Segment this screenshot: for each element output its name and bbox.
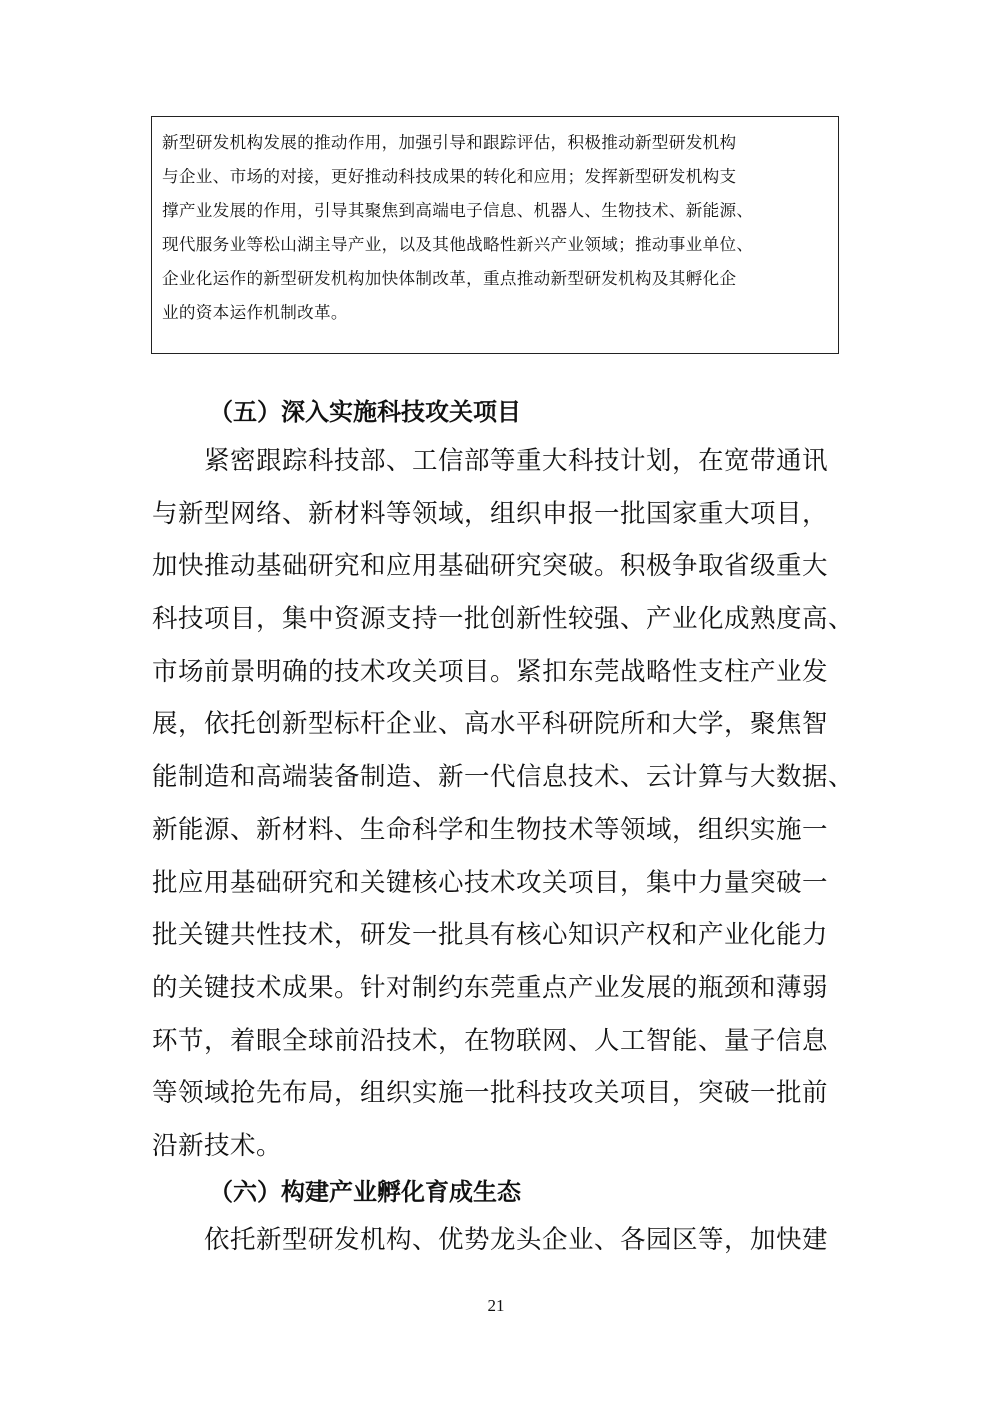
box-text-line: 现代服务业等松山湖主导产业，以及其他战略性新兴产业领域；推动事业单位、: [162, 235, 754, 254]
paragraph-line: 紧密跟踪科技部、工信部等重大科技计划，在宽带通讯: [204, 446, 829, 476]
paragraph-line: 环节，着眼全球前沿技术，在物联网、人工智能、量子信息: [152, 1025, 829, 1056]
box-text-line: 新型研发机构发展的推动作用，加强引导和跟踪评估，积极推动新型研发机构: [162, 133, 737, 152]
box-text-line: 与企业、市场的对接，更好推动科技成果的转化和应用；发挥新型研发机构支: [162, 167, 737, 186]
box-text-line: 企业化运作的新型研发机构加快体制改革，重点推动新型研发机构及其孵化企: [162, 269, 737, 288]
paragraph-line: 市场前景明确的技术攻关项目。紧扣东莞战略性支柱产业发: [152, 656, 829, 687]
paragraph-line: 科技项目，集中资源支持一批创新性较强、产业化成熟度高、: [152, 604, 855, 635]
paragraph-line: 批关键共性技术，研发一批具有核心知识产权和产业化能力: [152, 920, 829, 951]
paragraph-line: 沿新技术。: [152, 1130, 283, 1161]
paragraph-line: 展，依托创新型标杆企业、高水平科研院所和大学，聚焦智: [152, 709, 829, 740]
paragraph-line: 的关键技术成果。针对制约东莞重点产业发展的瓶颈和薄弱: [152, 972, 829, 1003]
paragraph-line: 批应用基础研究和关键核心技术攻关项目，集中力量突破一: [152, 867, 829, 898]
paragraph-line: 新能源、新材料、生命科学和生物技术等领域，组织实施一: [152, 814, 829, 845]
section-5-heading: （五）深入实施科技攻关项目: [209, 398, 521, 426]
paragraph-line: 能制造和高端装备制造、新一代信息技术、云计算与大数据、: [152, 762, 855, 793]
section-6-paragraph: [152, 1214, 842, 1267]
page-number: 21: [487, 1296, 505, 1315]
section-5-paragraph: [152, 435, 855, 1173]
paragraph-line: 加快推动基础研究和应用基础研究突破。积极争取省级重大: [152, 551, 829, 582]
paragraph-line: 与新型网络、新材料等领域，组织申报一批国家重大项目，: [152, 498, 829, 529]
section-6-heading: （六）构建产业孵化育成生态: [209, 1178, 521, 1206]
box-text-line: 业的资本运作机制改革。: [162, 303, 348, 322]
bordered-text-box: [151, 116, 839, 354]
paragraph-line: 依托新型研发机构、优势龙头企业、各园区等，加快建: [204, 1225, 829, 1255]
box-text-line: 撑产业发展的作用，引导其聚焦到高端电子信息、机器人、生物技术、新能源、: [162, 201, 754, 220]
paragraph-line: 等领域抢先布局，组织实施一批科技攻关项目，突破一批前: [152, 1078, 829, 1109]
